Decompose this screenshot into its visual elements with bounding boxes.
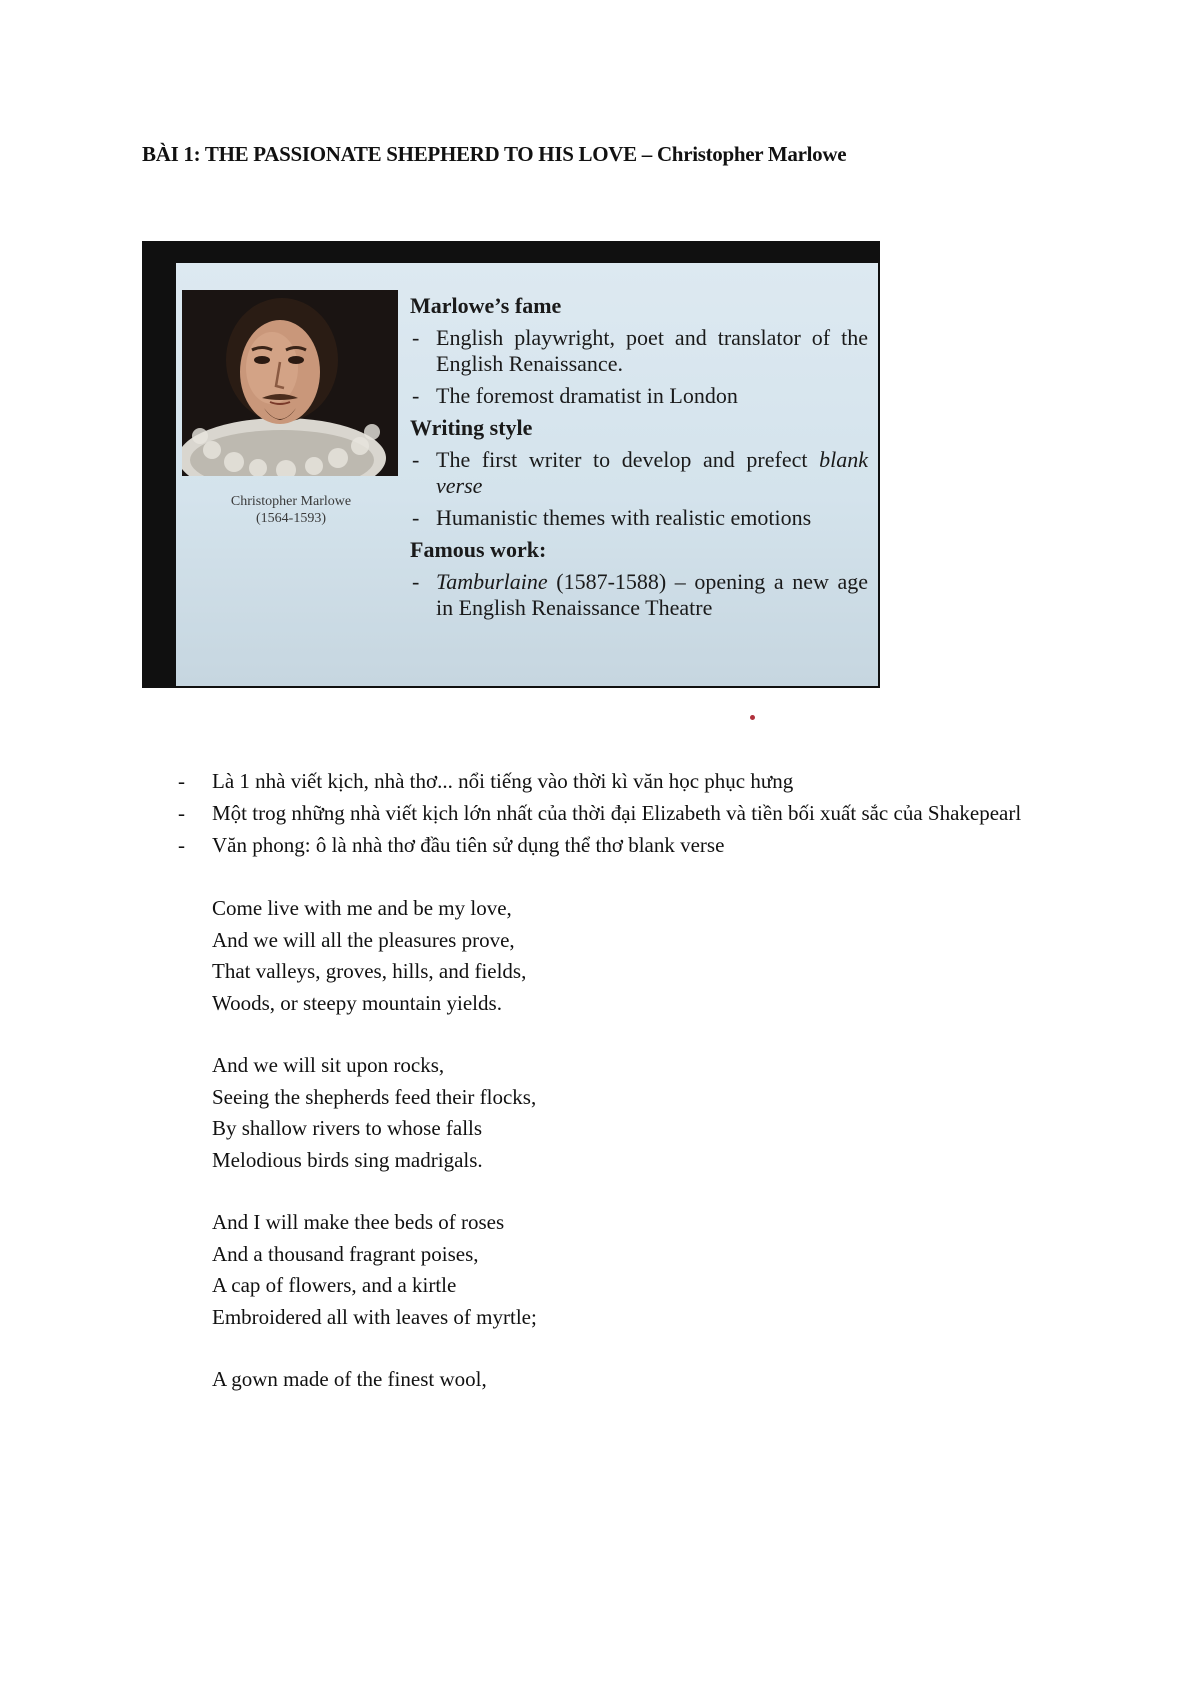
note-item: - Một trog những nhà viết kịch lớn nhất của thời đại Elizabeth và tiền bối xuất sắc của Shakepearl <box>178 797 1058 829</box>
style-item <box>410 447 868 499</box>
fame-heading: Marlowe’s fame <box>410 293 562 318</box>
poem-line: That valleys, groves, hills, and fields, <box>212 959 527 983</box>
style-item-text: The first writer to develop and prefect <box>436 447 820 472</box>
work-item-italic: Tamburlaine <box>436 569 548 594</box>
work-item <box>410 569 868 621</box>
style-item: - Humanistic themes with realistic emotions <box>410 505 868 531</box>
work-heading: Famous work: <box>410 537 547 562</box>
fame-item: - English playwright, poet and translator of the English Renaissance. <box>410 325 868 377</box>
poem-line: Woods, or steepy mountain yields. <box>212 990 502 1015</box>
work-item-text: (1587-1588) – opening a new age in English Renaissance Theatre <box>436 569 868 620</box>
portrait-caption-years: (1564-1593) <box>256 511 326 526</box>
poem-line: Embroidered all with leaves of myrtle; <box>212 1304 537 1329</box>
poem <box>212 893 537 1396</box>
poem-line: A cap of flowers, and a kirtle <box>212 1273 457 1297</box>
style-item-italic: blank verse <box>436 447 868 498</box>
poem-stanza <box>212 1364 537 1396</box>
page-title: BÀI 1: THE PASSIONATE SHEPHERD TO HIS LOVE – Christopher Marlowe <box>142 142 847 166</box>
poem-line: And a thousand fragrant poises, <box>212 1241 479 1266</box>
slide-image <box>142 241 880 688</box>
portrait-caption <box>176 493 406 527</box>
slide-content <box>176 263 878 686</box>
poem-line: By shallow rivers to whose falls <box>212 1116 483 1140</box>
poem-line: Seeing the shepherds feed their flocks, <box>212 1084 537 1109</box>
portrait-illustration <box>182 290 398 476</box>
poem-line: Melodious birds sing madrigals. <box>212 1147 483 1172</box>
poem-line: And we will sit upon rocks, <box>212 1053 445 1077</box>
note-item: - Là 1 nhà viết kịch, nhà thơ... nổi tiếng vào thời kì văn học phục hưng <box>178 765 1058 797</box>
slide-text <box>410 293 868 627</box>
poem-line: And I will make thee beds of roses <box>212 1210 505 1234</box>
red-dot-mark <box>750 715 755 720</box>
poem-line: And we will all the pleasures prove, <box>212 927 515 952</box>
portrait-caption-name: Christopher Marlowe <box>230 494 352 509</box>
poem-stanza <box>212 1207 537 1333</box>
note-item: - Văn phong: ô là nhà thơ đầu tiên sử dụng thể thơ blank verse <box>178 829 1058 861</box>
poem-line: A gown made of the finest wool, <box>212 1367 487 1391</box>
notes-list <box>178 765 1058 861</box>
fame-item: - The foremost dramatist in London <box>410 383 868 409</box>
poem-stanza <box>212 893 537 1019</box>
poem-stanza <box>212 1050 537 1176</box>
style-heading: Writing style <box>410 415 533 440</box>
poem-line: Come live with me and be my love, <box>212 896 512 920</box>
portrait-image <box>182 290 398 476</box>
